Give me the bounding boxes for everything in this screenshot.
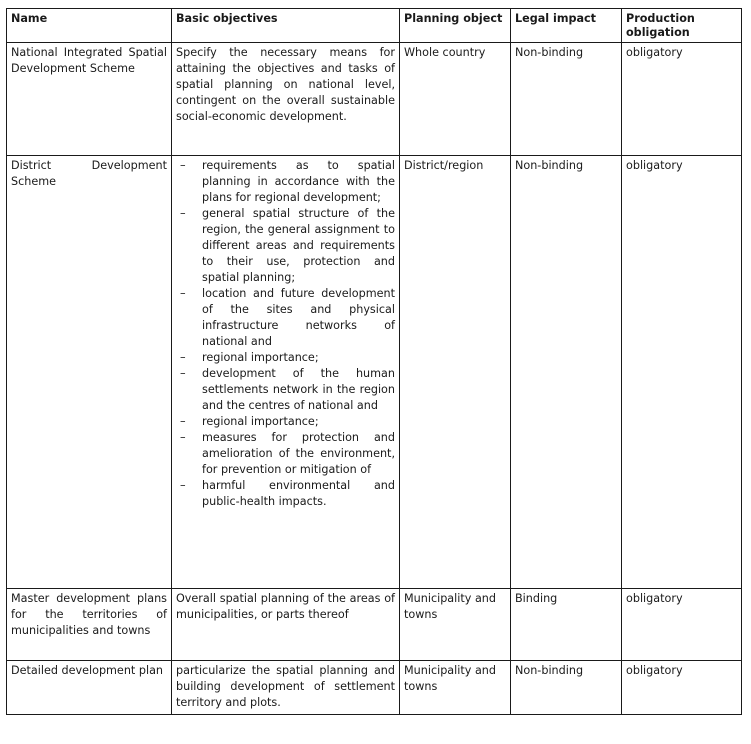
list-item: [180, 206, 395, 286]
list-item-text: measures for protection and amelioration of the environment, for prevention or mitigation of: [202, 431, 395, 476]
cell-planning-object: Municipality and towns: [400, 661, 511, 715]
list-item: [180, 478, 395, 510]
cell-objectives: Specify the necessary means for attaining the objectives and tasks of spatial planning on national level, contingent on the overall sustainable social-economic development.: [172, 43, 400, 156]
cell-production-obligation: obligatory: [622, 589, 742, 661]
dash-bullet: –: [180, 351, 186, 364]
header-name: Name: [7, 9, 172, 43]
cell-planning-object: District/region: [400, 156, 511, 589]
cell-legal-impact: Non-binding: [511, 43, 622, 156]
cell-production-obligation: obligatory: [622, 156, 742, 589]
cell-legal-impact: Non-binding: [511, 661, 622, 715]
table-row: [7, 661, 742, 715]
list-item-text: regional importance;: [202, 415, 319, 428]
header-production-obligation: Production obligation: [622, 9, 742, 43]
cell-production-obligation: obligatory: [622, 43, 742, 156]
dash-bullet: –: [180, 367, 186, 380]
list-item-text: harmful environmental and public-health impacts.: [202, 479, 395, 508]
objectives-list: [176, 158, 395, 510]
dash-bullet: –: [180, 479, 186, 492]
dash-bullet: –: [180, 207, 186, 220]
cell-legal-impact: Binding: [511, 589, 622, 661]
list-item-text: location and future development of the sites and physical infrastructure networks of national and: [202, 287, 395, 348]
header-row: [7, 9, 742, 43]
header-legal-impact: Legal impact: [511, 9, 622, 43]
list-item: [180, 158, 395, 206]
dash-bullet: –: [180, 287, 186, 300]
header-basic-objectives: Basic objectives: [172, 9, 400, 43]
list-item-text: general spatial structure of the region, the general assignment to different areas and requirements to their use, protection and spatial planning;: [202, 207, 395, 284]
cell-name: District Development Scheme: [7, 156, 172, 589]
dash-bullet: –: [180, 431, 186, 444]
planning-documents-table: [6, 8, 742, 715]
list-item-text: requirements as to spatial planning in accordance with the plans for regional development;: [202, 159, 395, 204]
cell-name: National Integrated Spatial Development Scheme: [7, 43, 172, 156]
cell-name: Detailed development plan: [7, 661, 172, 715]
list-item-text: regional importance;: [202, 351, 319, 364]
list-item: [180, 414, 395, 430]
cell-planning-object: Whole country: [400, 43, 511, 156]
table-header: [7, 9, 742, 43]
list-item: [180, 286, 395, 350]
header-planning-object: Planning object: [400, 9, 511, 43]
list-item: [180, 430, 395, 478]
cell-objectives: [172, 156, 400, 589]
cell-name: Master development plans for the territories of municipalities and towns: [7, 589, 172, 661]
table-row: [7, 589, 742, 661]
list-item: [180, 350, 395, 366]
list-item-text: development of the human settlements network in the region and the centres of national and: [202, 367, 395, 412]
cell-planning-object: Municipality and towns: [400, 589, 511, 661]
cell-legal-impact: Non-binding: [511, 156, 622, 589]
cell-objectives: Overall spatial planning of the areas of municipalities, or parts thereof: [172, 589, 400, 661]
table-row: [7, 156, 742, 589]
dash-bullet: –: [180, 159, 186, 172]
cell-objectives: particularize the spatial planning and building development of settlement territory and plots.: [172, 661, 400, 715]
dash-bullet: –: [180, 415, 186, 428]
list-item: [180, 366, 395, 414]
cell-production-obligation: obligatory: [622, 661, 742, 715]
table-row: [7, 43, 742, 156]
table-body: [7, 43, 742, 715]
